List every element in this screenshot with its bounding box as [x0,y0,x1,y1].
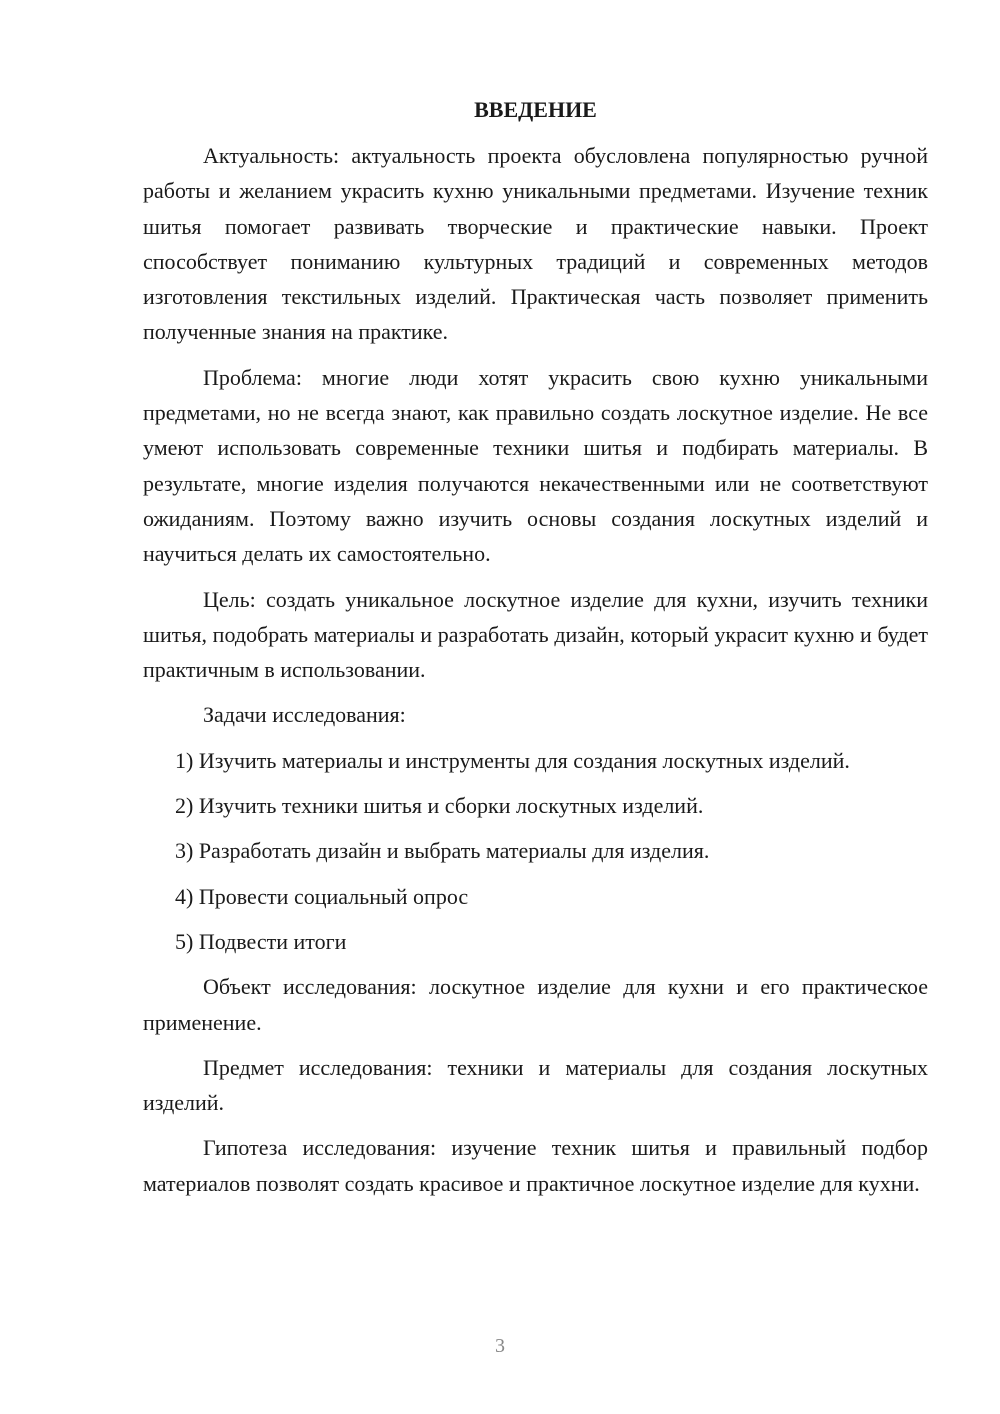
task-item-1: 1) Изучить материалы и инструменты для создания лоскутных изделий. [175,747,850,773]
paragraph-goal: Цель: создать уникальное лоскутное изделие для кухни, изучить техники шитья, подобрать материалы и разработать дизайн, который украсит кухню и будет практичным в использовании. [143,586,928,683]
paragraph-object: Объект исследования: лоскутное изделие для кухни и его практическое применение. [143,974,928,1035]
document-page [143,92,928,1211]
task-item-5: 5) Подвести итоги [175,928,347,954]
paragraph-tasks-heading: Задачи исследования: [203,702,406,728]
task-item-2: 2) Изучить техники шитья и сборки лоскутных изделий. [175,793,704,819]
page-number: 3 [495,1335,505,1357]
paragraph-relevance: Актуальность: актуальность проекта обусловлена популярностью ручной работы и желанием украсить кухню уникальными предметами. Изучение техник шитья помогает развивать творческие и практические навыки. Проект способствует пониманию культурных традиций и современных методов изготовления текстильных изделий. Практическая часть позволяет применить полученные знания на практике. [143,143,928,345]
task-item-4: 4) Провести социальный опрос [175,883,469,909]
paragraph-hypothesis: Гипотеза исследования: изучение техник шитья и правильный подбор материалов позволят создать красивое и практичное лоскутное изделие для кухни. [143,1135,928,1196]
page-title: ВВЕДЕНИЕ [474,97,597,122]
task-item-3: 3) Разработать дизайн и выбрать материалы для изделия. [175,838,710,864]
paragraph-subject: Предмет исследования: техники и материалы для создания лоскутных изделий. [143,1054,928,1116]
paragraph-problem: Проблема: многие люди хотят украсить свою кухню уникальными предметами, но не всегда знают, как правильно создать лоскутное изделие. Не все умеют использовать современные техники шитья и подбирать материалы. В результате, многие изделия получаются некачественными или не соответствуют ожиданиям. Поэтому важно изучить основы создания лоскутных изделий и научиться делать их самостоятельно. [143,364,928,567]
